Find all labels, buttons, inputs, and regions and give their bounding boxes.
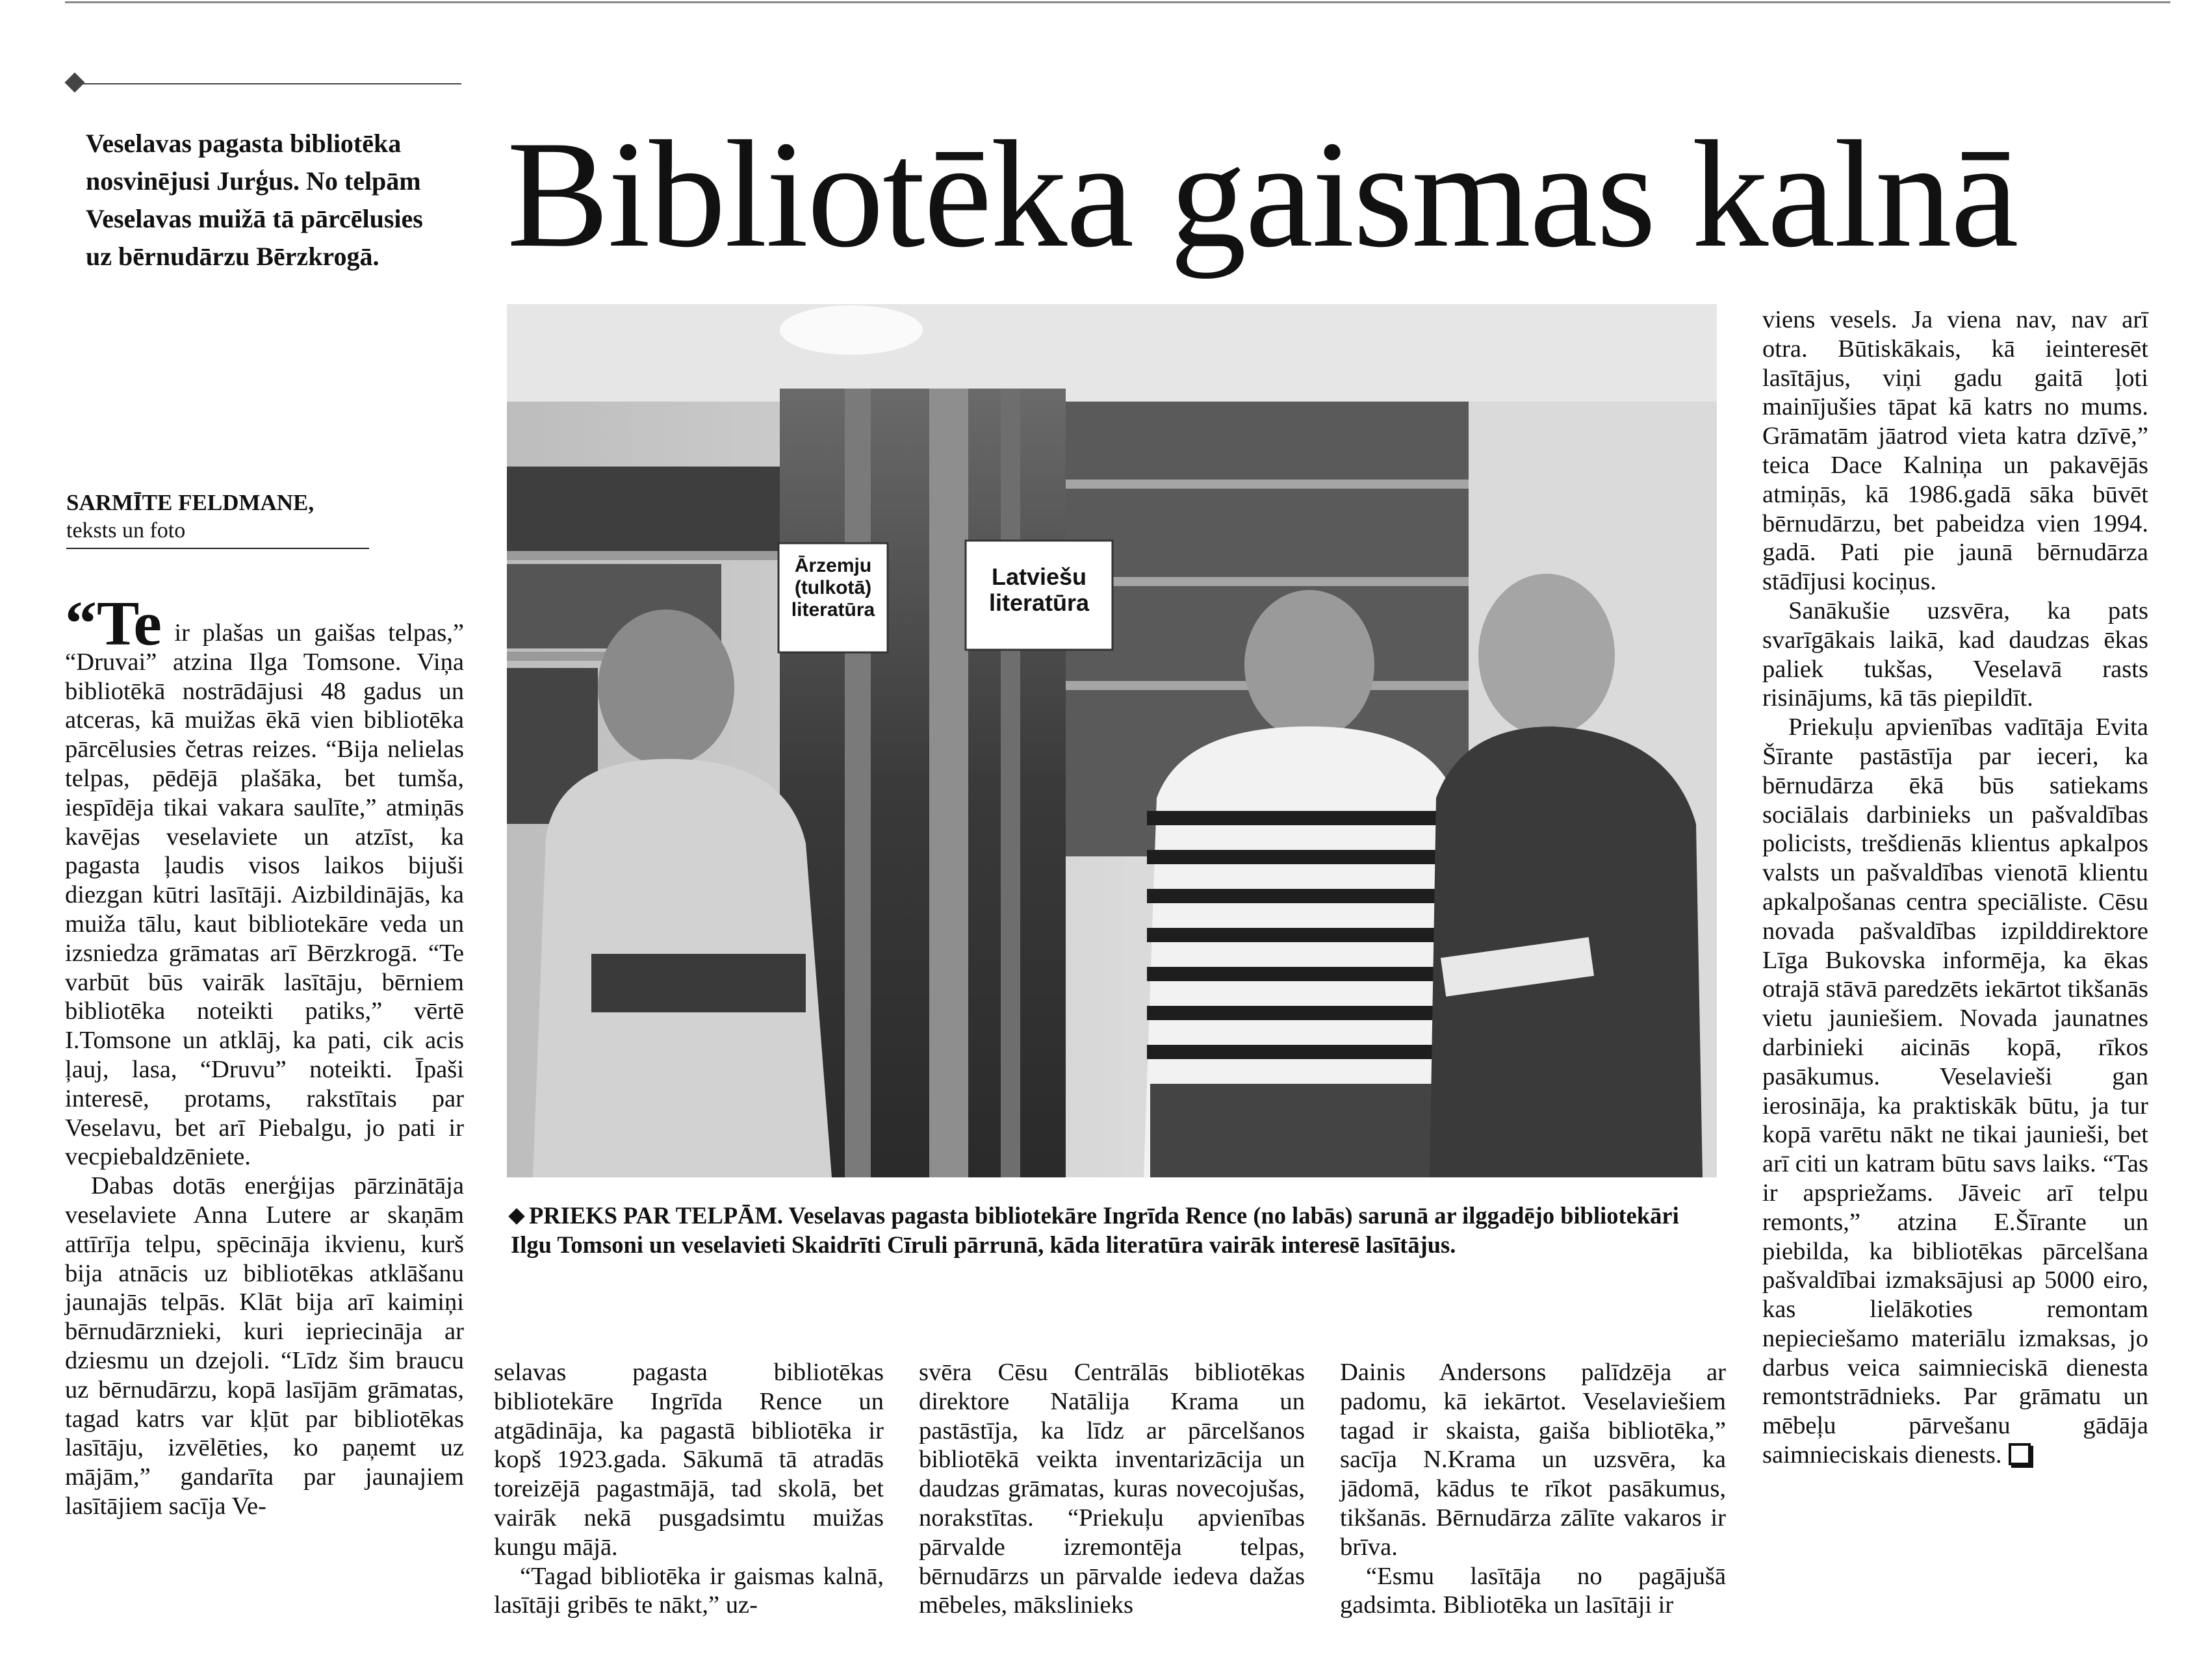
article-paragraph: selavas pagasta bibliotēkas bibliotekāre Ingrīda Rence un atgādināja, ka pagastā bibliotēka ir kopš 1923.gada. Sākumā tā atradās toreizējā pagastmājā, tad skolā, bet vairāk nekā pusgadsimtu muižas kungu mājā. [494,1359,884,1561]
sign-foreign-literature: Ārzemju (tulkotā) literatūra [791,555,875,621]
article-paragraph: “Te ir plašas un gaišas telpas,” “Druvai” atzina Ilga Tomsone. Viņa bibliotēkā nostrādājusi 48 gadus un atceras, kā muižas ēkā vien bibliotēka pārcēlusies četras reizes. “Bija nelielas telpas, pēdējā plašāka, bet tumša, iespīdēja tikai vakara saulīte,” atmiņās kavējas veselaviete un atzīst, ka pagasta ļaudis visos laikos bijuši diezgan kūtri lasītāji. Aizbildinājās, ka muiža tālu, kaut bibliotekāre veda un izsniedza grāmatas arī Bērzkrogā. “Te varbūt būs vairāk lasītāju, bērniem bibliotēka noteikti patiks,” vērtē I.Tomsone un atklāj, ka pati, cik acis ļauj, lasa, “Druvu” noteikti. Īpaši interesē, protams, rakstītais par Veselavu, bet arī Piebalgu, jo pati ir vecpiebaldzēniete. [65,589,464,1171]
article-column-5 [1762,305,2148,1470]
byline-author: SARMĪTE FELDMANE, [66,490,315,515]
lead-paragraph: Veselavas pagasta bibliotēka nosvinējusi Jurģus. No telpām Veselavas muižā tā pārcēlusies uz bērnudārzu Bērzkrogā. [86,129,423,271]
article-paragraph: “Tagad bibliotēka ir gaismas kalnā, lasītāji gribēs te nākt,” uz- [494,1562,884,1619]
article-column-4 [1340,1358,1726,1620]
caption-text: Veselavas pagasta bibliotekāre Ingrīda Rence (no labās) sarunā ar ilggadējo bibliotekāri Ilgu Tomsoni un veselavieti Skaidrīti Cīruli pārrunā, kāda literatūra vairāk interesē lasītājus. [511,1202,1679,1258]
article-paragraph: Sanākušie uzsvēra, ka pats svarīgākais laikā, kad daudzas ēkas paliek tukšas, Veselavā rasts risinājums, kā tās piepildīt. [1762,596,2148,712]
article-paragraph: Dabas dotās enerģijas pārzinātāja veselaviete Anna Lutere ar skaņām attīrīja telpu, spēcināja ikvienu, kurš bija atnācis uz bibliotēkas atklāšanu jaunajās telpās. Klāt bija arī kaimiņi bērnudārznieki, kuri iepriecināja ar dziesmu un dzejoli. “Līdz šim braucu uz bērnudārzu, kopā lasījām grāmatas, tagad katrs var kļūt par bibliotēkas lasītāju, izvēlēties, ko paņemt uz mājām,” gandarīta par jaunajiem lasītājiem sacīja Ve- [65,1172,464,1520]
sign-latvian-literature: Latviešu literatūra [988,563,1090,616]
article-paragraph: Priekuļu apvienības vadītāja Evita Šīrante pastāstīja par ieceri, ka bērnudārza ēkā būs satiekams sociālais darbinieks un pašvaldības policists, trešdienās klientus apkalpos valsts un pašvaldības vienotā klientu apkalpošanas centra speciāliste. Cēsu novada pašvaldības izpilddirektore Līga Bukovska informēja, ka ēkas otrajā stāvā paredzēts iekārtot tikšanās vietu jauniešiem. Novada jaunatnes darbinieki aicinās kopā, rīkos pasākumus. Veselavieši gan ierosināja, ka praktiskāk būtu, ja tur kopā varētu nākt ne tikai jaunieši, bet arī citi un katram būtu savs laiks. “Tas ir apspriežams. Jāveic arī telpu remonts,” atzina E.Šīrante un piebilda, ka bibliotēkas pārcelšana pašvaldībai izmaksājusi ap 5000 eiro, kas lielākoties remontam nepieciešamo materiālu izmaksas, jo darbus veica saimnieciskā dienesta remontstrādnieks. Par grāmatu un mēbeļu pārvešanu gādāja saimnieciskais dienests. [1762,713,2148,1469]
article-paragraph: viens vesels. Ja viena nav, nav arī otra. Būtiskākais, kā ieinteresēt lasītājus, viņi gadu gaitā ļoti mainījušies tāpat kā katrs no mums. Grāmatām jāatrod vieta katra dzīvē,” teica Dace Kalniņa un pakavējās atmiņās, kā 1986.gadā sāka būvēt bērnudārzu, bet pabeidza vien 1994. gadā. Pati pie jaunā bērnudārza stādījusi kociņus. [1762,306,2148,596]
article-column-2 [494,1358,884,1620]
byline-role: teksts un foto [66,519,186,543]
top-rule [65,1,2170,3]
article-column-1 [65,589,464,1521]
headline: Bibliotēka gaismas kalnā [507,110,2018,279]
article-photo [507,304,1717,1177]
article-paragraph: Dainis Andersons palīdzēja ar padomu, kā iekārtot. Veselaviešiem tagad ir skaista, gaiša bibliotēka,” sacīja N.Krama un uzsvēra, ka jādomā, kādus te rīkot pasākumus, tikšanās. Bērnudārza zālīte vakaros ir brīva. [1340,1359,1726,1561]
drop-quote: “Te [65,589,162,659]
library-scene-illustration [507,304,1717,1177]
lead-diamond-marker [64,72,84,92]
caption-diamond [508,1208,524,1224]
photo-caption [511,1201,1719,1259]
article-paragraph: svēra Cēsu Centrālās bibliotēkas direktore Natālija Krama un pastāstīja, ka līdz ar pārcelšanos bibliotēkā veikta inventarizācija un daudzas grāmatas, kuras novecojušas, norakstītas. “Priekuļu apvienības pārvalde izremontēja telpas, bērnudārzs un pārvalde iedeva dažas mēbeles, mākslinieks [919,1359,1305,1619]
caption-lead: PRIEKS PAR TELPĀM. [529,1202,784,1229]
end-mark-icon [2009,1443,2031,1465]
lead-rule [71,83,461,84]
byline-rule [66,548,369,549]
article-paragraph: “Esmu lasītāja no pagājušā gadsimta. Bibliotēka un lasītāji ir [1340,1562,1726,1619]
article-column-3 [919,1358,1305,1620]
